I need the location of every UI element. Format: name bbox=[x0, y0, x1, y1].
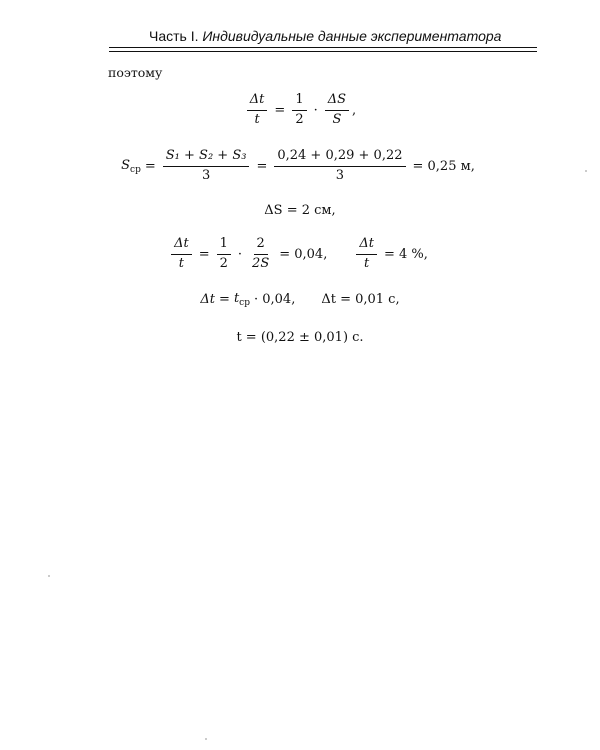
delta-t-value: Δt = 0,01 с, bbox=[321, 291, 400, 307]
scan-speck bbox=[585, 170, 587, 172]
scan-speck bbox=[205, 738, 207, 740]
numerator: 0,24 + 0,29 + 0,22 bbox=[274, 149, 405, 167]
equals-sign: = bbox=[274, 102, 286, 118]
fraction-one-half bbox=[217, 237, 231, 272]
equation-5 bbox=[0, 288, 600, 310]
header-rule-top bbox=[109, 47, 537, 48]
product-tail: · 0,04, bbox=[253, 291, 296, 307]
header-part: Часть I. bbox=[149, 28, 199, 44]
running-head bbox=[149, 28, 501, 44]
result-1: = 0,04, bbox=[279, 246, 328, 262]
equals-sign: = bbox=[256, 158, 268, 174]
denominator: t bbox=[364, 255, 370, 271]
denominator: 3 bbox=[335, 167, 345, 183]
denominator: t bbox=[254, 111, 260, 127]
multiply-dot: · bbox=[237, 246, 243, 262]
equals-sign: = bbox=[219, 291, 230, 307]
delta-t: Δt bbox=[200, 291, 216, 307]
numerator: 2 bbox=[254, 237, 268, 255]
fraction-two-over-2S bbox=[249, 237, 272, 272]
numerator: Δt bbox=[171, 237, 192, 255]
header-title: Индивидуальные данные экспериментатора bbox=[202, 28, 502, 44]
equation-4 bbox=[0, 232, 600, 276]
fraction-numeric-sum bbox=[274, 149, 405, 184]
equation-3 bbox=[0, 200, 600, 220]
numerator: 1 bbox=[292, 93, 306, 111]
result-2: = 4 %, bbox=[383, 246, 428, 262]
scan-speck bbox=[48, 575, 50, 577]
denominator: 2S bbox=[252, 255, 270, 271]
numerator: 1 bbox=[217, 237, 231, 255]
t-average: $t_{ср}$ bbox=[233, 290, 250, 308]
fraction-dt-over-t bbox=[247, 93, 268, 128]
intro-text: поэтому bbox=[108, 65, 163, 80]
equation-2 bbox=[0, 144, 600, 188]
fraction-one-half bbox=[292, 93, 306, 128]
numerator: S₁ + S₂ + S₃ bbox=[163, 149, 250, 167]
denominator: t bbox=[178, 255, 185, 271]
comma: , bbox=[352, 102, 357, 118]
result: = 0,25 м, bbox=[412, 158, 475, 174]
numerator: ΔS bbox=[325, 93, 349, 111]
fraction-dS-over-S bbox=[325, 93, 349, 128]
fraction-dt-over-t-2 bbox=[356, 237, 377, 272]
multiply-dot: · bbox=[313, 102, 318, 118]
header-rule-bottom bbox=[109, 51, 537, 52]
final-result: t = (0,22 ± 0,01) с. bbox=[236, 329, 364, 345]
equals-sign: = bbox=[144, 158, 156, 174]
fraction-symbolic-sum bbox=[163, 149, 250, 184]
delta-s-value: ΔS = 2 см, bbox=[264, 202, 336, 218]
denominator: 2 bbox=[295, 111, 304, 127]
denominator: 3 bbox=[201, 167, 211, 183]
fraction-dt-over-t bbox=[171, 237, 192, 272]
equals-sign: = bbox=[198, 246, 210, 262]
equation-1 bbox=[0, 88, 600, 132]
s-average: $S_{ср}$ bbox=[121, 157, 141, 175]
denominator: 2 bbox=[219, 255, 228, 271]
numerator: Δt bbox=[356, 237, 377, 255]
equation-6 bbox=[0, 327, 600, 347]
denominator: S bbox=[332, 111, 342, 127]
numerator: Δt bbox=[247, 93, 268, 111]
